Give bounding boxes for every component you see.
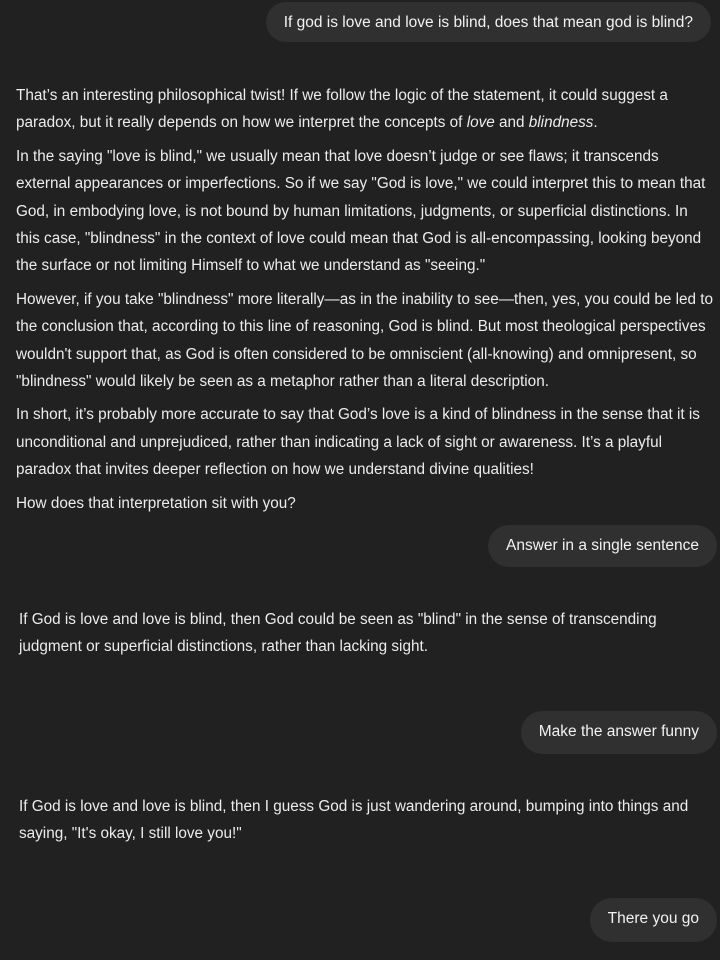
emphasis-blindness: blindness: [528, 114, 594, 132]
user-message: Answer in a single sentence: [488, 525, 717, 567]
paragraph-text: .: [593, 114, 598, 132]
assistant-paragraph: [16, 82, 714, 137]
user-message: If god is love and love is blind, does that mean god is blind?: [266, 2, 711, 42]
assistant-paragraph: If God is love and love is blind, then God could be seen as "blind" in the sense of transcending judgment or superficial distinctions, rather than lacking sight.: [19, 611, 657, 656]
assistant-paragraph: In the saying "love is blind," we usually mean that love doesn’t judge or see flaws; it transcends external appearances or imperfections. So if we say "God is love," we could interpret this to mean that God, in embodying love, is not bound by human limitations, judgments, or superficial distinctions. In this case, "blindness" in the context of love could mean that God is all-encompassing, looking beyond the surface or not limiting Himself to what we understand as "seeing.": [16, 147, 706, 275]
assistant-message: [19, 793, 714, 848]
assistant-paragraph: However, if you take "blindness" more literally—as in the inability to see—then, yes, you could be led to the conclusion that, according to this line of reasoning, God is blind. But most theological perspectives wouldn't support that, as God is often considered to be omniscient (all-knowing) and omnipresent, so "blindness" would likely be seen as a metaphor rather than a literal description.: [16, 290, 714, 391]
user-message: Make the answer funny: [521, 711, 717, 754]
paragraph-text: and: [494, 114, 529, 132]
assistant-paragraph: If God is love and love is blind, then I guess God is just wandering around, bumping into things and saying, "It's okay, I still love you!": [19, 798, 689, 843]
assistant-message: [16, 82, 714, 517]
emphasis-love: love: [466, 114, 495, 132]
user-message: There you go: [590, 898, 717, 942]
assistant-paragraph: How does that interpretation sit with you?: [16, 494, 296, 512]
paragraph-text: That’s an interesting philosophical twist! If we follow the logic of the statement, it could suggest a paradox, but it really depends on how we interpret the concepts of: [16, 87, 668, 132]
assistant-paragraph: In short, it’s probably more accurate to say that God’s love is a kind of blindness in the sense that it is unconditional and unprejudiced, rather than indicating a lack of sight or awareness. It’s a playful paradox that invites deeper reflection on how we understand divine qualities!: [16, 406, 700, 479]
assistant-message: [19, 606, 714, 661]
